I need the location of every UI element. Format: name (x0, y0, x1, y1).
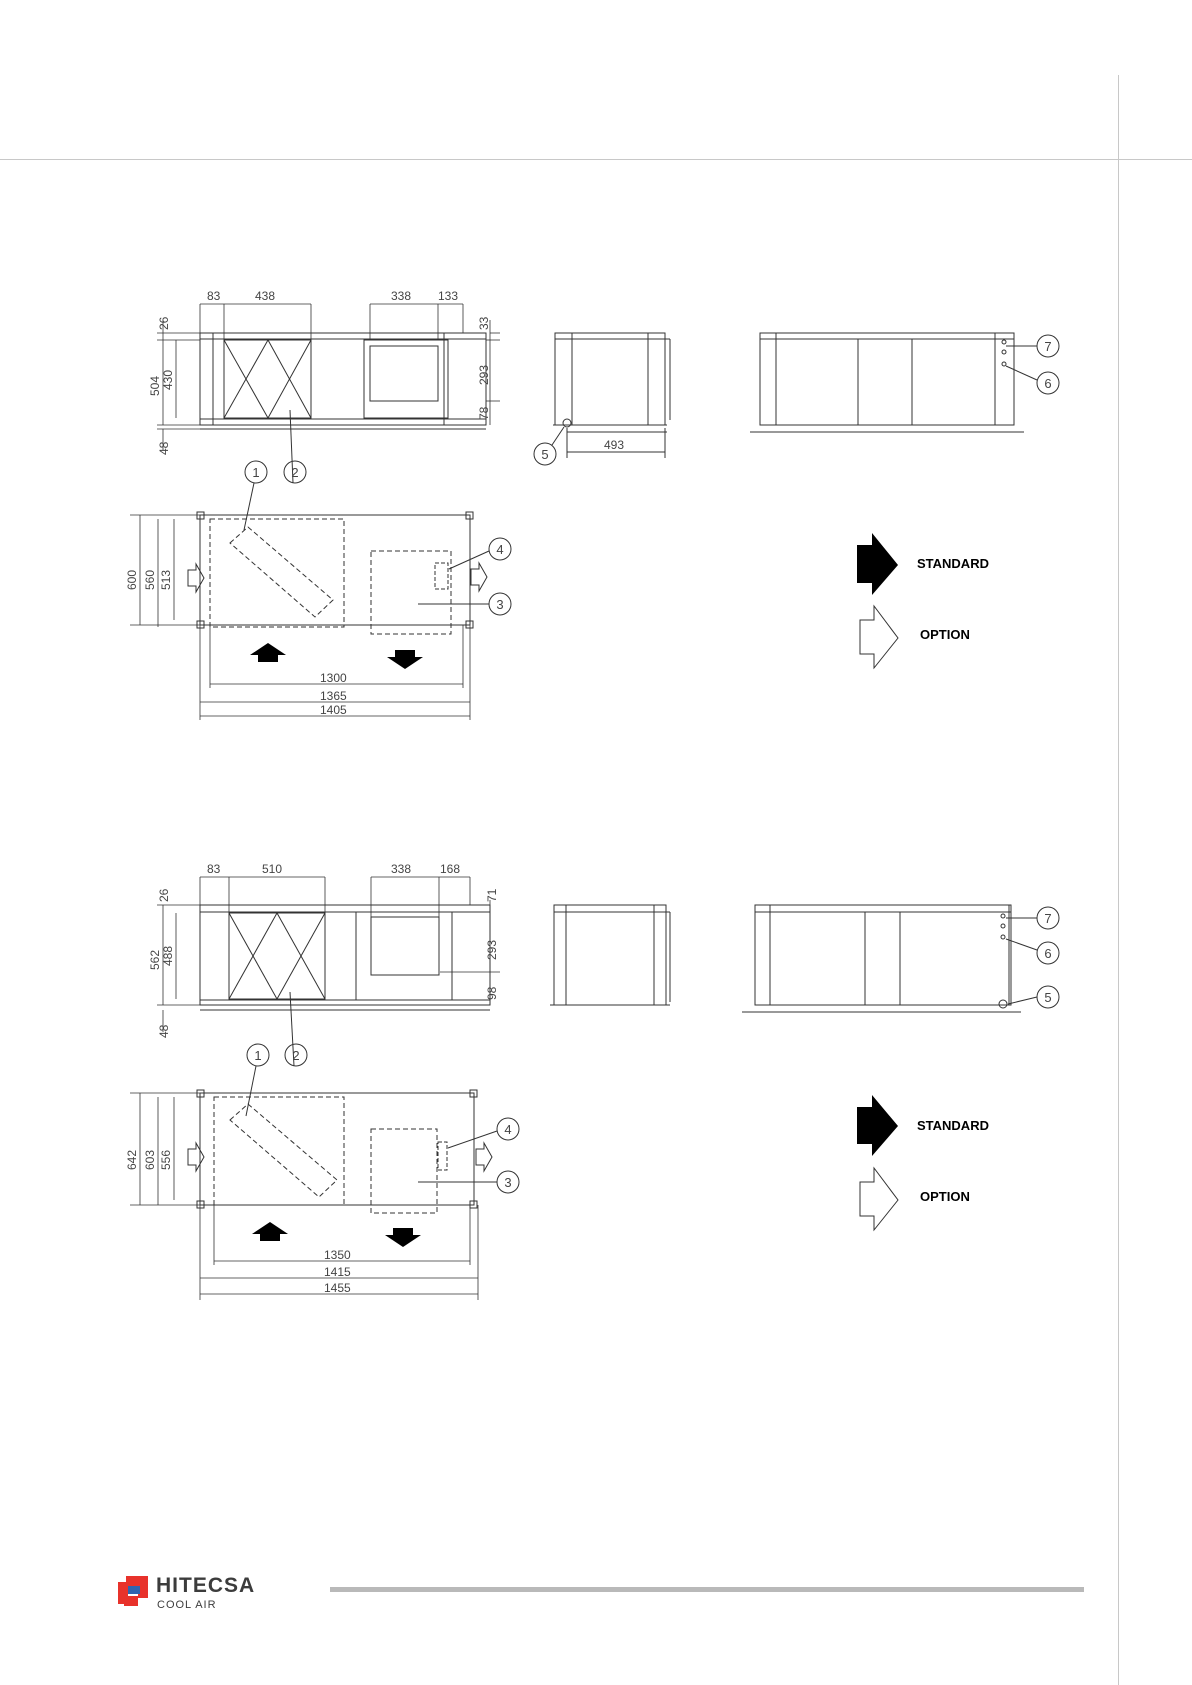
front-dims-2 (157, 877, 500, 1032)
brand-tagline: COOL AIR (157, 1599, 217, 1611)
svg-text:2: 2 (292, 1048, 300, 1063)
svg-text:7: 7 (1044, 339, 1052, 354)
svg-text:493: 493 (604, 438, 625, 452)
legend-option-label: OPTION (920, 627, 970, 642)
svg-text:562: 562 (148, 949, 162, 970)
svg-text:513: 513 (159, 569, 173, 590)
svg-text:3: 3 (504, 1175, 512, 1190)
svg-text:6: 6 (1044, 946, 1052, 961)
svg-text:556: 556 (159, 1149, 173, 1170)
svg-text:48: 48 (157, 441, 171, 455)
brand-name: HITECSA (156, 1574, 256, 1597)
svg-text:83: 83 (207, 289, 221, 303)
standard-arrow-icon (857, 1095, 898, 1156)
svg-text:1350: 1350 (324, 1248, 351, 1262)
legend-standard-label: STANDARD (917, 556, 989, 571)
legend-option-label: OPTION (920, 1189, 970, 1204)
svg-text:1365: 1365 (320, 689, 347, 703)
unit-drawing-2 (0, 860, 1192, 1320)
unit-drawing-1 (0, 0, 1192, 760)
brand-logo (118, 1572, 318, 1612)
svg-text:4: 4 (496, 542, 504, 557)
svg-text:560: 560 (143, 569, 157, 590)
svg-text:293: 293 (477, 364, 491, 385)
svg-text:338: 338 (391, 862, 412, 876)
rear-view (750, 333, 1024, 432)
svg-text:510: 510 (262, 862, 283, 876)
svg-text:6: 6 (1044, 376, 1052, 391)
svg-text:26: 26 (157, 888, 171, 902)
svg-text:71: 71 (485, 888, 499, 902)
legend-2 (857, 1095, 989, 1230)
svg-text:1405: 1405 (320, 703, 347, 717)
svg-text:26: 26 (157, 316, 171, 330)
svg-text:1300: 1300 (320, 671, 347, 685)
svg-text:293: 293 (485, 939, 499, 960)
svg-text:1: 1 (254, 1048, 262, 1063)
svg-text:98: 98 (485, 986, 499, 1000)
svg-text:2: 2 (291, 465, 299, 480)
plan-view (188, 512, 487, 634)
legend-standard-label: STANDARD (917, 1118, 989, 1133)
front-view-2 (200, 905, 490, 1010)
front-view (200, 333, 486, 429)
plan-view-2 (188, 1090, 492, 1213)
option-arrow-icon (860, 1168, 898, 1230)
side-view-2 (550, 905, 670, 1005)
callout-text-2 (254, 911, 1051, 1190)
callout-text-1 (252, 339, 1051, 612)
legend-1 (857, 533, 989, 668)
svg-text:1415: 1415 (324, 1265, 351, 1279)
svg-text:5: 5 (541, 447, 549, 462)
svg-text:83: 83 (207, 862, 221, 876)
svg-text:338: 338 (391, 289, 412, 303)
front-dims (157, 304, 500, 450)
svg-text:33: 33 (477, 316, 491, 330)
svg-text:504: 504 (148, 375, 162, 396)
plan-dims (130, 515, 470, 720)
rear-view-2 (742, 905, 1021, 1012)
svg-text:133: 133 (438, 289, 459, 303)
svg-text:603: 603 (143, 1149, 157, 1170)
footer-rule (330, 1587, 1084, 1592)
svg-text:430: 430 (161, 369, 175, 390)
option-arrow-icon (860, 606, 898, 668)
svg-text:600: 600 (125, 569, 139, 590)
svg-text:488: 488 (161, 945, 175, 966)
svg-text:7: 7 (1044, 911, 1052, 926)
plan-dims-2 (130, 1093, 478, 1300)
svg-text:48: 48 (157, 1024, 171, 1038)
standard-arrow-icon (857, 533, 898, 595)
svg-text:5: 5 (1044, 990, 1052, 1005)
svg-text:168: 168 (440, 862, 461, 876)
svg-text:78: 78 (477, 406, 491, 420)
front-dim-text-2 (125, 862, 499, 1295)
svg-text:642: 642 (125, 1149, 139, 1170)
svg-text:438: 438 (255, 289, 276, 303)
svg-text:1455: 1455 (324, 1281, 351, 1295)
svg-text:1: 1 (252, 465, 260, 480)
svg-text:3: 3 (496, 597, 504, 612)
hitecsa-logo-icon (118, 1574, 150, 1608)
svg-text:4: 4 (504, 1122, 512, 1137)
